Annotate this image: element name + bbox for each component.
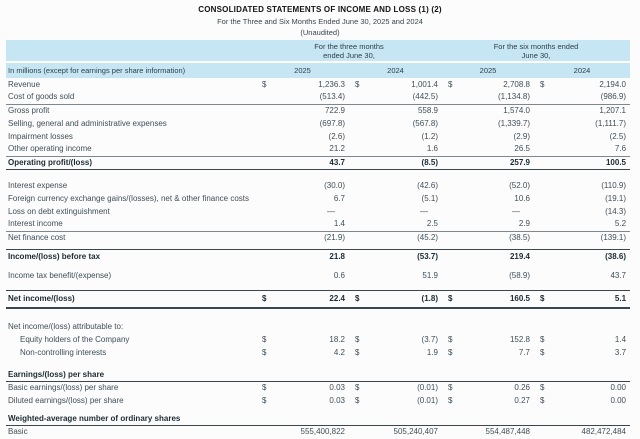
value-cell: — — [327, 206, 335, 216]
period-header-spacer-cell — [6, 40, 256, 62]
currency-symbol-cell: $ — [262, 335, 267, 344]
row-label: Other operating income — [6, 143, 256, 156]
value-cell — [463, 413, 534, 426]
spacer-row — [6, 169, 630, 179]
table-row — [6, 413, 630, 426]
row-label: Net income/(loss) attributable to: — [8, 322, 124, 331]
value-cell — [370, 413, 442, 426]
currency-symbol-cell — [256, 179, 276, 192]
currency-symbol-cell — [534, 143, 557, 156]
value-cell: (52.0) — [509, 180, 530, 190]
currency-symbol-cell — [442, 205, 463, 218]
value-cell: 219.4 — [463, 249, 534, 270]
currency-symbol-cell: $ — [540, 335, 545, 344]
value-cell: 21.8 — [276, 249, 349, 270]
value-cell: 0.03 — [329, 383, 345, 393]
currency-symbol-cell: $ — [448, 348, 453, 357]
currency-symbol-cell: $ — [448, 335, 453, 344]
value-cell: (697.8) — [319, 118, 345, 128]
value-cell: 0.00 — [610, 383, 627, 393]
currency-symbol-cell — [256, 104, 276, 117]
currency-symbol-cell — [349, 192, 370, 205]
value-cell: (8.5) — [370, 156, 442, 169]
row-label: Interest expense — [8, 180, 68, 190]
value-cell: 7.6 — [557, 143, 630, 156]
currency-symbol-cell — [442, 130, 463, 143]
currency-symbol-cell — [442, 143, 463, 156]
currency-symbol-cell — [256, 321, 276, 334]
currency-symbol-cell — [442, 413, 463, 426]
row-label: Net finance cost — [8, 232, 66, 242]
year-header-q-2025: 2025 — [256, 62, 349, 78]
value-cell: 22.4 — [276, 290, 349, 308]
table-row — [6, 334, 630, 347]
currency-symbol-cell: $ — [540, 79, 545, 89]
value-cell — [557, 369, 630, 382]
row-label: Earnings/(loss) per share — [6, 369, 256, 382]
currency-symbol-cell — [256, 249, 276, 270]
currency-symbol-cell — [349, 143, 370, 156]
spacer-cell — [6, 169, 630, 179]
value-cell: (38.6) — [557, 249, 630, 270]
value-cell: 2.9 — [463, 218, 534, 231]
table-row — [6, 249, 630, 270]
value-cell: (1.2) — [421, 131, 438, 141]
table-row — [6, 78, 630, 91]
currency-symbol-cell — [256, 91, 276, 104]
table-row — [6, 91, 630, 104]
table-row — [6, 104, 630, 117]
value-cell: (567.8) — [412, 118, 438, 128]
table-row — [6, 218, 630, 231]
currency-symbol-cell — [349, 205, 370, 218]
value-cell — [463, 369, 534, 382]
value-cell: 257.9 — [463, 156, 534, 169]
value-cell: 100.5 — [557, 156, 630, 169]
value-cell — [276, 413, 349, 426]
currency-symbol-cell — [349, 91, 370, 104]
value-cell: 722.9 — [324, 105, 345, 115]
value-cell: (14.3) — [605, 206, 627, 216]
unaudited-note: (Unaudited) — [300, 28, 340, 37]
currency-symbol-cell — [442, 218, 463, 231]
currency-symbol-cell — [534, 156, 557, 169]
table-row — [6, 231, 630, 244]
value-cell: 152.8 — [509, 335, 530, 344]
value-cell: — — [512, 206, 520, 216]
value-cell: 0.03 — [329, 396, 345, 405]
row-label: Basic — [8, 427, 28, 437]
table-body — [6, 78, 630, 439]
currency-symbol-cell — [534, 231, 557, 244]
value-cell: 482,472,484 — [581, 427, 627, 437]
currency-symbol-cell — [256, 130, 276, 143]
row-label: Impairment losses — [8, 131, 73, 141]
currency-symbol-cell — [534, 104, 557, 117]
value-cell: (2.6) — [328, 131, 345, 141]
value-cell: 43.7 — [610, 270, 627, 280]
value-cell: (1,339.7) — [497, 118, 530, 128]
value-cell: (58.9) — [509, 270, 530, 280]
currency-symbol-cell — [256, 218, 276, 231]
value-cell: (1,134.8) — [463, 91, 534, 104]
currency-symbol-cell: $ — [448, 383, 453, 393]
value-cell: 1,236.3 — [318, 79, 345, 89]
value-cell: 1.9 — [426, 348, 438, 357]
value-cell: (3.7) — [421, 335, 438, 344]
table-row — [6, 156, 630, 169]
value-cell: 26.5 — [463, 143, 534, 156]
currency-symbol-cell — [534, 91, 557, 104]
value-cell: 3.7 — [614, 348, 627, 357]
currency-symbol-cell — [349, 426, 370, 439]
value-cell — [557, 413, 630, 426]
row-label: Loss on debt extinguishment — [8, 206, 110, 216]
currency-symbol-cell — [534, 413, 557, 426]
value-cell: (19.1) — [605, 193, 627, 203]
value-cell: (139.1) — [600, 232, 627, 242]
currency-symbol-cell — [534, 130, 557, 143]
table-row — [6, 321, 630, 334]
value-cell: 1,001.4 — [411, 79, 438, 89]
currency-symbol-cell — [442, 270, 463, 291]
table-row — [6, 205, 630, 218]
six-months-label-line1: For the six months ended — [493, 42, 579, 51]
currency-symbol-cell — [256, 413, 276, 426]
table-row — [6, 179, 630, 192]
currency-symbol-cell — [442, 192, 463, 205]
value-cell: (53.7) — [370, 249, 442, 270]
value-cell — [276, 321, 349, 334]
income-statement-table — [6, 40, 630, 439]
value-cell — [557, 321, 630, 334]
value-cell: 1.6 — [370, 143, 442, 156]
value-cell: 554,487,448 — [485, 427, 530, 437]
value-cell: — — [420, 206, 428, 216]
currency-symbol-cell — [349, 413, 370, 426]
value-cell: 51.9 — [422, 270, 438, 280]
row-label: Income/(loss) before tax — [6, 249, 256, 270]
spacer-row — [6, 308, 630, 321]
currency-symbol-cell — [349, 179, 370, 192]
currency-symbol-cell — [534, 117, 557, 130]
value-cell: 558.9 — [417, 105, 438, 115]
value-cell: 505,240,407 — [393, 427, 438, 437]
value-cell: (21.9) — [324, 232, 345, 242]
value-cell: (442.5) — [370, 91, 442, 104]
value-cell: 18.2 — [329, 335, 345, 344]
table-header — [6, 40, 630, 78]
value-cell — [370, 369, 442, 382]
spacer-row — [6, 360, 630, 369]
three-months-label-line1: For the three months — [314, 42, 384, 51]
currency-symbol-cell — [256, 156, 276, 169]
value-cell: (38.5) — [509, 232, 530, 242]
currency-symbol-cell — [256, 143, 276, 156]
currency-symbol-cell — [442, 231, 463, 244]
currency-symbol-cell: $ — [262, 79, 267, 89]
value-cell: 0.27 — [514, 396, 530, 405]
row-label: Weighted-average number of ordinary shares — [6, 413, 256, 426]
currency-symbol-cell — [534, 270, 557, 291]
value-cell: (1.8) — [370, 290, 442, 308]
currency-symbol-cell — [349, 218, 370, 231]
document-title: CONSOLIDATED STATEMENTS OF INCOME AND LOSS (1) (2) — [198, 5, 442, 14]
value-cell: 5.1 — [557, 290, 630, 308]
row-label: Net income/(loss) — [6, 290, 256, 308]
value-cell: 160.5 — [463, 290, 534, 308]
table-row — [6, 270, 630, 291]
table-row — [6, 382, 630, 395]
value-cell: 21.2 — [276, 143, 349, 156]
value-cell: 0.00 — [610, 396, 627, 405]
table-row — [6, 143, 630, 156]
currency-symbol-cell: $ — [262, 348, 267, 357]
currency-symbol-cell — [442, 179, 463, 192]
currency-symbol-cell — [256, 231, 276, 244]
currency-symbol-cell — [256, 117, 276, 130]
table-row — [6, 426, 630, 439]
currency-symbol-cell — [256, 270, 276, 291]
currency-symbol-cell: $ — [534, 290, 557, 308]
currency-symbol-cell — [442, 104, 463, 117]
currency-symbol-cell — [534, 369, 557, 382]
row-label: Cost of goods sold — [6, 91, 256, 104]
value-cell: 43.7 — [276, 156, 349, 169]
value-cell: 1.4 — [614, 335, 627, 344]
table-row — [6, 117, 630, 130]
currency-symbol-cell: $ — [355, 383, 360, 393]
value-cell: 555,400,822 — [300, 427, 345, 437]
row-label: Revenue — [8, 79, 41, 89]
value-cell: (1,111.7) — [595, 118, 627, 128]
row-label: Non-controlling interests — [20, 348, 107, 357]
currency-symbol-cell — [442, 426, 463, 439]
currency-symbol-cell — [256, 426, 276, 439]
units-label-cell: In millions (except for earnings per share information) — [6, 62, 256, 78]
currency-symbol-cell: $ — [540, 383, 545, 393]
row-label: Equity holders of the Company — [20, 335, 130, 344]
currency-symbol-cell — [534, 249, 557, 270]
currency-symbol-cell: $ — [442, 290, 463, 308]
table-row — [6, 192, 630, 205]
value-cell: 0.26 — [514, 383, 530, 393]
currency-symbol-cell — [534, 179, 557, 192]
currency-symbol-cell: $ — [540, 396, 545, 405]
six-months-header-cell — [442, 40, 630, 62]
title-block — [0, 0, 640, 40]
currency-symbol-cell: $ — [448, 396, 453, 405]
currency-symbol-cell: $ — [355, 335, 360, 344]
currency-symbol-cell — [349, 231, 370, 244]
period-header-row — [6, 40, 630, 62]
currency-symbol-cell — [442, 117, 463, 130]
value-cell: (986.9) — [557, 91, 630, 104]
row-label: Basic earnings/(loss) per share — [8, 383, 119, 393]
currency-symbol-cell — [442, 156, 463, 169]
currency-symbol-cell — [349, 321, 370, 334]
currency-symbol-cell — [349, 117, 370, 130]
value-cell: 1,207.1 — [599, 105, 627, 115]
currency-symbol-cell — [256, 192, 276, 205]
currency-symbol-cell: $ — [540, 348, 545, 357]
currency-symbol-cell — [256, 205, 276, 218]
currency-symbol-cell — [349, 156, 370, 169]
currency-symbol-cell: $ — [448, 79, 453, 89]
value-cell: 1,574.0 — [503, 105, 530, 115]
currency-symbol-cell — [256, 369, 276, 382]
value-cell: (2.9) — [513, 131, 530, 141]
six-months-label-line2: June 30, — [521, 51, 551, 60]
currency-symbol-cell — [534, 426, 557, 439]
currency-symbol-cell — [442, 369, 463, 382]
value-cell: (42.6) — [417, 180, 438, 190]
value-cell: 10.6 — [514, 193, 530, 203]
currency-symbol-cell — [442, 321, 463, 334]
spacer-cell — [6, 308, 630, 321]
spacer-cell — [6, 360, 630, 369]
value-cell: 7.7 — [518, 348, 530, 357]
currency-symbol-cell — [534, 192, 557, 205]
table-row — [6, 290, 630, 308]
currency-symbol-cell — [349, 369, 370, 382]
row-label: Interest income — [6, 218, 256, 231]
value-cell: 2,708.8 — [503, 79, 530, 89]
document-subtitle: For the Three and Six Months Ended June 30, 2025 and 2024 — [217, 17, 423, 26]
currency-symbol-cell: $ — [355, 79, 360, 89]
row-label: Operating profit/(loss) — [6, 156, 256, 169]
year-header-q-2024: 2024 — [349, 62, 442, 78]
value-cell: (2.5) — [609, 131, 627, 141]
value-cell: 1.4 — [276, 218, 349, 231]
value-cell: 4.2 — [333, 348, 345, 357]
currency-symbol-cell — [534, 321, 557, 334]
value-cell: (513.4) — [276, 91, 349, 104]
currency-symbol-cell — [349, 249, 370, 270]
value-cell — [463, 321, 534, 334]
year-header-h-2024: 2024 — [534, 62, 630, 78]
value-cell: (30.0) — [324, 180, 345, 190]
year-header-h-2025: 2025 — [442, 62, 534, 78]
currency-symbol-cell: $ — [355, 348, 360, 357]
currency-symbol-cell: $ — [262, 396, 267, 405]
value-cell: 2.5 — [370, 218, 442, 231]
value-cell: (0.01) — [417, 383, 438, 393]
row-label: Diluted earnings/(loss) per share — [8, 396, 124, 405]
currency-symbol-cell: $ — [262, 383, 267, 393]
value-cell: (45.2) — [417, 232, 438, 242]
value-cell: 6.7 — [333, 193, 345, 203]
value-cell: (110.9) — [601, 180, 627, 190]
value-cell — [276, 369, 349, 382]
row-label: Selling, general and administrative expenses — [8, 118, 167, 128]
table-row — [6, 395, 630, 408]
currency-symbol-cell — [349, 104, 370, 117]
currency-symbol-cell — [534, 218, 557, 231]
value-cell: (5.1) — [421, 193, 438, 203]
value-cell — [370, 321, 442, 334]
value-cell: (0.01) — [417, 396, 438, 405]
table-row — [6, 130, 630, 143]
row-label: Gross profit — [8, 105, 50, 115]
table-row — [6, 369, 630, 382]
value-cell: 0.6 — [333, 270, 345, 280]
currency-symbol-cell — [534, 205, 557, 218]
currency-symbol-cell — [349, 270, 370, 291]
currency-symbol-cell: $ — [355, 396, 360, 405]
currency-symbol-cell: $ — [349, 290, 370, 308]
three-months-header-cell — [256, 40, 442, 62]
row-label: Foreign currency exchange gains/(losses), net & other finance costs — [8, 193, 250, 203]
value-cell: 2,194.0 — [599, 79, 627, 89]
table-row — [6, 347, 630, 360]
currency-symbol-cell — [349, 130, 370, 143]
row-label: Income tax benefit/(expense) — [8, 270, 112, 280]
currency-symbol-cell: $ — [256, 290, 276, 308]
currency-symbol-cell — [442, 249, 463, 270]
three-months-label-line2: ended June 30, — [323, 51, 375, 60]
year-header-row — [6, 62, 630, 78]
value-cell: 5.2 — [557, 218, 630, 231]
currency-symbol-cell — [442, 91, 463, 104]
